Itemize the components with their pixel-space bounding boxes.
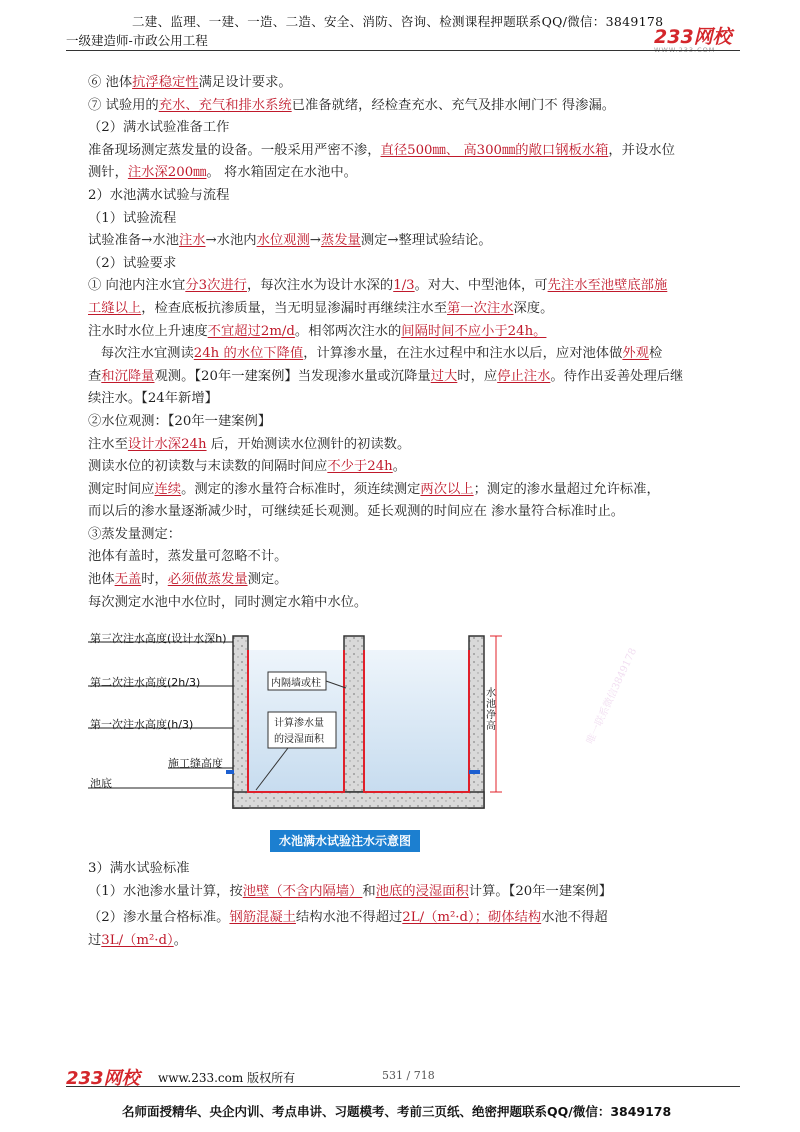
para-3: （2）满水试验准备工作 [88, 120, 230, 136]
para-24: 每次测定水池中水位时，同时测定水箱中水位。 [88, 594, 368, 610]
para-7: （1）试验流程 [88, 210, 177, 226]
left-wall [233, 636, 248, 808]
watermark: 唯一联系微信3849178 [585, 646, 640, 747]
footer-site: www.233.com 版权所有 [158, 1071, 296, 1085]
para-5: 测针，注水深200㎜。 将水箱固定在水池中。 [88, 165, 357, 181]
calc-label-1: 计算渗水量 [274, 718, 324, 729]
para-18: 测读水位的初读数与末读数的间隔时间应不少于24h。 [88, 459, 407, 475]
construction-joint-label: 施工缝高度 [168, 757, 223, 770]
level-3-label: 第三次注水高度(设计水深h) [90, 632, 227, 645]
para-15: 续注水。【24年新增】 [88, 391, 218, 407]
para-10: ① 向池内注水宜分3次进行，每次注水为设计水深的1/3。对大、中型池体，可先注水至池壁底部施 [88, 278, 668, 294]
brand-logo: 233网校 WWW.233.COM [654, 26, 732, 54]
para-20: 而以后的渗水量逐渐减少时，可继续延长观测。延长观测的时间应在 渗水量符合标准时止。 [88, 504, 625, 520]
para-25: 3）满水试验标准 [88, 861, 190, 876]
para-12: 注水时水位上升速度不宜超过2m/d。相邻两次注水的间隔时间不应小于24h。 [88, 323, 547, 339]
para-27: （2）渗水量合格标准。钢筋混凝土结构水池不得超过2L/（m²·d）；砌体结构水池不得超 [88, 910, 608, 926]
footer-rule [66, 1086, 740, 1087]
page-number: 531 / 718 [382, 1069, 435, 1082]
header-rule [66, 50, 740, 51]
pool-height-label: 水池净高 [486, 688, 496, 732]
para-22: 池体有盖时，蒸发量可忽略不计。 [88, 549, 288, 565]
main-content [88, 72, 748, 614]
header-subject: 一级建造师-市政公用工程 [66, 33, 208, 48]
para-1: ⑥ 池体抗浮稳定性满足设计要求。 [88, 75, 292, 90]
para-6: 2）水池满水试验与流程 [88, 187, 230, 203]
water-right [364, 650, 469, 792]
para-19: 测定时间应连续。测定的渗水量符合标准时，须连续测定两次以上；测定的渗水量超过允许标准， [88, 481, 660, 497]
para-26: （1）水池渗水量计算，按池壁（不含内隔墙）和池底的浸湿面积计算。【20年一建案例】 [88, 883, 613, 899]
para-23: 池体无盖时，必须做蒸发量测定。 [88, 572, 288, 588]
header-contact-line: 二建、监理、一建、一造、二造、安全、消防、咨询、检测课程押题联系QQ/微信：3849178 [132, 14, 664, 29]
para-14: 查和沉降量观测。【20年一建案例】当发现渗水量或沉降量过大时，应停止注水。待作出妥善处理后继 [88, 368, 684, 384]
pool-bottom [233, 792, 484, 808]
para-9: （2）试验要求 [88, 255, 177, 271]
right-wall [469, 636, 484, 808]
water-test-diagram [88, 628, 640, 850]
level-1-label: 第一次注水高度(h/3) [90, 718, 194, 731]
para-11: 工缝以上，检查底板抗渗质量，当无明显渗漏时再继续注水至第一次注水深度。 [88, 300, 554, 316]
inner-wall [344, 636, 364, 792]
para-21: ③蒸发量测定： [88, 526, 182, 542]
para-16: ②水位观测：【20年一建案例】 [88, 413, 272, 429]
calc-label-2: 的浸湿面积 [274, 734, 324, 745]
para-2: ⑦ 试验用的充水、充气和排水系统已准备就绪，经检查充水、充气及排水闸门不 得渗漏。 [88, 97, 616, 113]
para-8: 试验准备→水池注水→水池内水位观测→蒸发量测定→整理试验结论。 [88, 233, 492, 249]
diagram-caption: 水池满水试验注水示意图 [270, 830, 420, 852]
level-2-label: 第二次注水高度(2h/3) [90, 676, 201, 689]
inner-wall-label: 内隔墙或柱 [271, 678, 321, 689]
para-4: 准备现场测定蒸发量的设备。一般采用严密不渗，直径500㎜、 高300㎜的敞口钢板水箱，并设水位 [88, 142, 675, 158]
para-28: 过3L/（m²·d）。 [88, 932, 187, 948]
para-17: 注水至设计水深24h 后，开始测读水位测针的初读数。 [88, 436, 411, 452]
para-13: 每次注水宜测读24h 的水位下降值，计算渗水量，在注水过程中和注水以后，应对池体做外观检 [100, 346, 663, 362]
footer-logo: 233网校 [66, 1068, 140, 1089]
footer-contact-line: 名师面授精华、央企内训、考点串讲、习题模考、考前三页纸、绝密押题联系QQ/微信：3849178 [122, 1104, 672, 1119]
standard-section [88, 858, 748, 952]
pool-bottom-label: 池底 [90, 777, 112, 790]
